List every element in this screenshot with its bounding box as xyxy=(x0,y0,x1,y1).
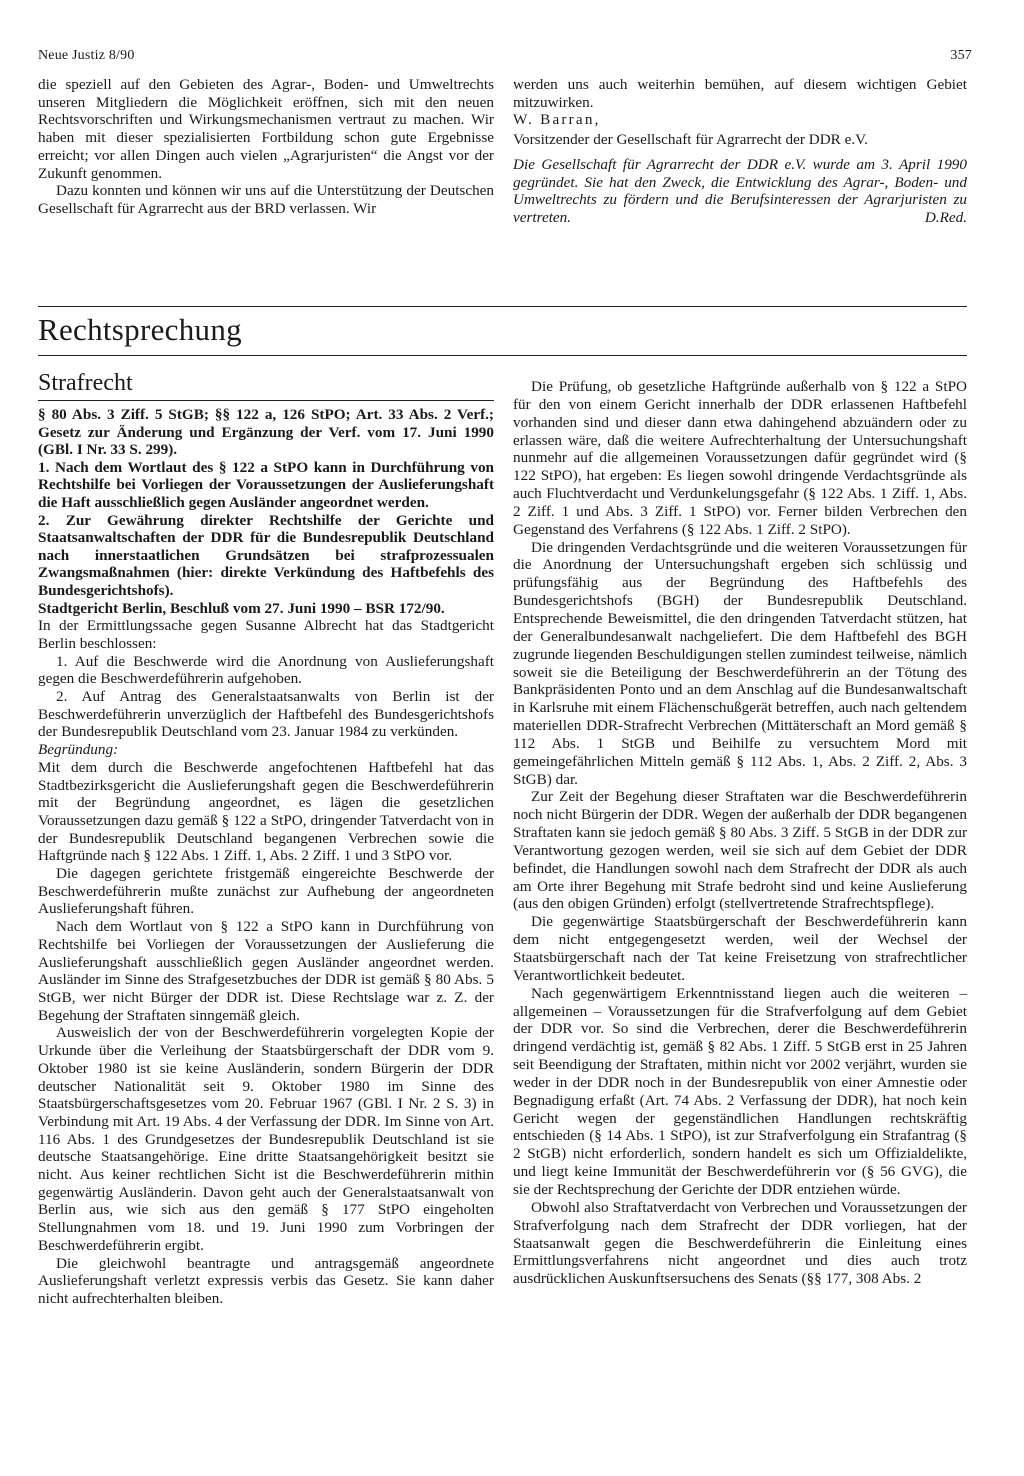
case-holding-1: 1. Nach dem Wortlaut des § 122 a StPO kann in Durchführung von Rechtshilfe bei Vorliegen der Voraussetzungen der Auslieferungshaft die Haft ausschließlich gegen Ausländer angeordnet werden. xyxy=(38,458,494,511)
editor-note-text: Die Gesellschaft für Agrarrecht der DDR e.V. wurde am 3. April 1990 gegründet. Sie hat den Zweck, die Entwicklung des Agrar-, Boden- und Umweltrechts zu fördern und die Berufsinteressen der Agrarjuristen zu vertreten. xyxy=(513,155,967,226)
signature-name: W. Barran, xyxy=(513,111,601,129)
page-number: 357 xyxy=(950,48,972,63)
section-bottom-rule xyxy=(38,355,967,356)
section-top-rule xyxy=(38,306,967,307)
reason-paragraph: Die dringenden Verdachtsgründe und die weiteren Voraussetzungen für die Anordnung der Untersuchungshaft ergeben sich schlüssig und prüfungsfähig aus der Begründung des Haftbefehls des Bundesgerichtshofs (BGH) der Bundesrepublik Deutschland. Entsprechende Beweismittel, die den dringenden Tatverdacht stützen, hat der Generalbundesanwalt nachgeliefert. Die dem Haftbefehl des BGH zugrunde liegenden Beschuldigungen stellen zumindest teilweise, nämlich soweit sie die Beteiligung der Beschwerdeführerin an der Tötung des Bankpräsidenten Ponto und an dem Anschlag auf die Bundesanwaltschaft in Karlsruhe mit einem Flächenschußgerät betreffen, auch nach geltendem materiellen DDR-Strafrecht Verbrechen (Mittäterschaft an Mord gemäß § 112 Abs. 1 StGB und Beihilfe zu versuchtem Mord mit gemeingefährlichen Mitteln gemäß § 112 Abs. 1, Abs. 2 Ziff. 2, Abs. 3 StGB) dar. xyxy=(513,538,967,788)
order-item-1: 1. Auf die Beschwerde wird die Anordnung von Auslieferungshaft gegen die Beschwerdeführerin aufgehoben. xyxy=(38,652,494,688)
continued-paragraph: werden uns auch weiterhin bemühen, auf diesem wichtigen Gebiet mitzuwirken. xyxy=(513,76,967,111)
signature-title: Vorsitzender der Gesellschaft für Agrarrecht der DDR e.V. xyxy=(513,131,868,149)
reason-paragraph: Ausweislich der von der Beschwerdeführerin vorgelegten Kopie der Urkunde über die Verleihung der Staatsbürgerschaft der DDR vom 9. Oktober 1980 ist sie keine Ausländerin, sondern Bürgerin der DDR deutscher Nationalität seit 9. Oktober 1980 im Sinne des Staatsbürgerschaftsgesetzes vom 20. Februar 1967 (GBl. I Nr. 2 S. 3) in Verbindung mit Art. 19 Abs. 4 der Verfassung der DDR. Im Sinne von Art. 116 Abs. 1 des Grundgesetzes der Bundesrepublik Deutschland ist sie deutsche Staatsangehörige. Eine dritte Staatsangehörigkeit besitzt sie nicht. Aus keiner rechtlichen Sicht ist die Beschwerdeführerin mithin gegenwärtig Ausländerin. Davon geht auch der Generalstaatsanwalt von Berlin aus, wie sich aus den gemäß § 177 StPO eingeholten Stellungnahmen vom 18. und 19. Juni 1990 zum Vorbringen der Beschwerdeführerin ergibt. xyxy=(38,1024,494,1254)
reasons-heading: Begründung: xyxy=(38,741,119,759)
reason-paragraph: Die gleichwohl beantragte und antragsgemäß angeordnete Auslieferungshaft verletzt expressis verbis das Gesetz. Sie kann daher nicht aufrechterhalten bleiben. xyxy=(38,1254,494,1307)
reason-paragraph: Nach gegenwärtigem Erkenntnisstand liegen auch die weiteren – allgemeinen – Voraussetzungen für die Strafverfolgung auf dem Gebiet der DDR vor. So sind die Verbrechen, derer die Beschwerdeführerin dringend verdächtig ist, gemäß § 82 Abs. 1 Ziff. 5 StGB erst in 25 Jahren seit Beendigung der Straftaten, mithin nicht vor 2002 verjährt, wurden sie weder in der DDR noch in der Bundesrepublik von einer Amnestie oder Begnadigung erfaßt (Art. 74 Abs. 2 Verfassung der DDR), hat noch kein Gericht wegen der gegenständlichen Handlungen rechtskräftig entschieden (§ 14 Abs. 1 StPO), ist zur Strafverfolgung ein Strafantrag (§ 2 StGB) nicht erforderlich, sondern handelt es sich um Offizialdelikte, und liegt keine Immunität der Beschwerdeführerin vor (§ 56 GVG), die sie der Rechtsprechung der Gerichte der DDR entziehen würde. xyxy=(513,984,967,1198)
case-holding-2: 2. Zur Gewährung direkter Rechtshilfe der Gerichte und Staatsanwaltschaften der DDR für die Bundesrepublik Deutschland nach innerstaatlichen Grundsätzen bei strafprozessualen Zwangsmaßnahmen (hier: direkte Verkündung des Haftbefehls des Bundesgerichtshofs). xyxy=(38,511,494,599)
top-right-column xyxy=(513,76,967,227)
court-reference: Stadtgericht Berlin, Beschluß vom 27. Juni 1990 – BSR 172/90. xyxy=(38,599,445,617)
reason-paragraph: Die gegenwärtige Staatsbürgerschaft der Beschwerdeführerin kann dem nicht entgegengesetzt werden, weil der Wechsel der Staatsbürgerschaft nach der Tat keine Freisetzung von strafrechtlicher Verantwortlichkeit bedeutet. xyxy=(513,913,967,984)
subsection-title: Strafrecht xyxy=(38,370,133,396)
subsection-rule xyxy=(38,400,494,401)
editor-note xyxy=(513,156,967,227)
paragraph: Dazu konnten und können wir uns auf die Unterstützung der Deutschen Gesellschaft für Agrarrecht aus der BRD verlassen. Wir xyxy=(38,182,494,217)
order-item-2: 2. Auf Antrag des Generalstaatsanwalts von Berlin ist der Beschwerdeführerin unverzüglich der Haftbefehl des Bundesgerichtshofs der Bundesrepublik Deutschland vom 23. Januar 1984 zu verkünden. xyxy=(38,688,494,741)
journal-issue: Neue Justiz 8/90 xyxy=(38,48,135,63)
section-title: Rechtsprechung xyxy=(38,312,242,347)
reason-paragraph: Die Prüfung, ob gesetzliche Haftgründe außerhalb von § 122 a StPO für den von einem Gericht innerhalb der DDR erlassenen Haftbefehl vorhanden sind und dieser dann etwa dahingehend abzuändern oder zu erlassen wäre, daß die weitere Aufrechterhaltung der Untersuchungshaft nunmehr auf die allgemeinen Voraussetzungen dafür gegründet wird (§ 122 StPO), hat ergeben: Es liegen sowohl dringende Verdachtsgründe als auch Fluchtverdacht und Verdunkelungsgefahr (§ 122 Abs. 1 Ziff. 1, Abs. 2 Ziff. 1 und Abs. 3 Ziff. 1 StPO) vor. Ferner bilden Verbrechen den Gegenstand des Verfahrens (§ 122 Abs. 1 Ziff. 2 StPO). xyxy=(513,378,967,538)
continued-paragraph: die speziell auf den Gebieten des Agrar-, Boden- und Umweltrechts unseren Mitgliedern die Möglichkeit eröffnen, sich mit den neuen Rechtsvorschriften und Wirkungsmechanismen vertraut zu machen. Wir haben mit dieser spezialisierten Fortbildung schon gute Ergebnisse erreicht; vor allen Dingen auch vielen „Agrarjuristen“ die Angst vor der Zukunft genommen. xyxy=(38,76,494,182)
main-left-column xyxy=(38,406,494,1308)
reason-paragraph: Zur Zeit der Begehung dieser Straftaten war die Beschwerdeführerin noch nicht Bürgerin der DDR. Wegen der außerhalb der DDR begangenen Straftaten kann sie jedoch gemäß § 80 Abs. 3 Ziff. 5 StGB in der DDR zur Verantwortung gezogen werden, weil sie sich auf dem Gebiet der DDR befindet, die Handlungen sowohl nach dem Strafrecht der DDR als auch am Orte ihrer Begehung mit Strafe bedroht sind und keine Auslieferung (aus den obigen Gründen) erfolgt (stellvertretende Strafrechtspflege). xyxy=(513,788,967,913)
reason-paragraph: Nach dem Wortlaut von § 122 a StPO kann in Durchführung von Rechtshilfe bei Vorliegen der Voraussetzungen der Auslieferung die Auslieferungshaft ausschließlich gegen Ausländer angeordnet werden. Ausländer im Sinne des Strafgesetzbuches der DDR ist gemäß § 80 Abs. 5 StGB, wer nicht Bürger der DDR ist. Diese Rechtslage war z. Z. der Begehung der Straftaten sinngemäß gleich. xyxy=(38,918,494,1024)
reason-paragraph: Obwohl also Straftatverdacht von Verbrechen und Voraussetzungen der Strafverfolgung nach dem Strafrecht der DDR vorliegen, hat der Staatsanwalt gegen die Beschwerdeführerin die Einleitung eines Ermittlungsverfahrens nicht angeordnet und dies auch trotz ausdrücklichen Auskunftsersuchens des Senats (§§ 177, 308 Abs. 2 xyxy=(513,1198,967,1288)
case-intro: In der Ermittlungssache gegen Susanne Albrecht hat das Stadtgericht Berlin beschlossen: xyxy=(38,617,494,652)
editor-signature: D.Red. xyxy=(924,208,967,226)
reason-paragraph: Die dagegen gerichtete fristgemäß eingereichte Beschwerde der Beschwerdeführerin mußte zunächst zur Aufhebung der angeordneten Auslieferungshaft führen. xyxy=(38,865,494,918)
reason-paragraph: Mit dem durch die Beschwerde angefochtenen Haftbefehl hat das Stadtbezirksgericht die Auslieferungshaft gegen die Beschwerdeführerin mit der Begründung angeordnet, es lägen die gesetzlichen Voraussetzungen dazu gemäß § 122 a StPO, dringender Tatverdacht von in der Bundesrepublik Deutschland begangenen Verbrechen sowie die Haftgründe nach § 122 Abs. 1 Ziff. 1, Abs. 2 Ziff. 1 und 3 StPO vor. xyxy=(38,758,494,865)
main-right-column xyxy=(513,378,967,1288)
top-left-column xyxy=(38,76,494,218)
case-citation: § 80 Abs. 3 Ziff. 5 StGB; §§ 122 a, 126 StPO; Art. 33 Abs. 2 Verf.; Gesetz zur Änderung und Ergänzung der Verf. vom 17. Juni 1990 (GBl. I Nr. 33 S. 299). xyxy=(38,406,494,459)
